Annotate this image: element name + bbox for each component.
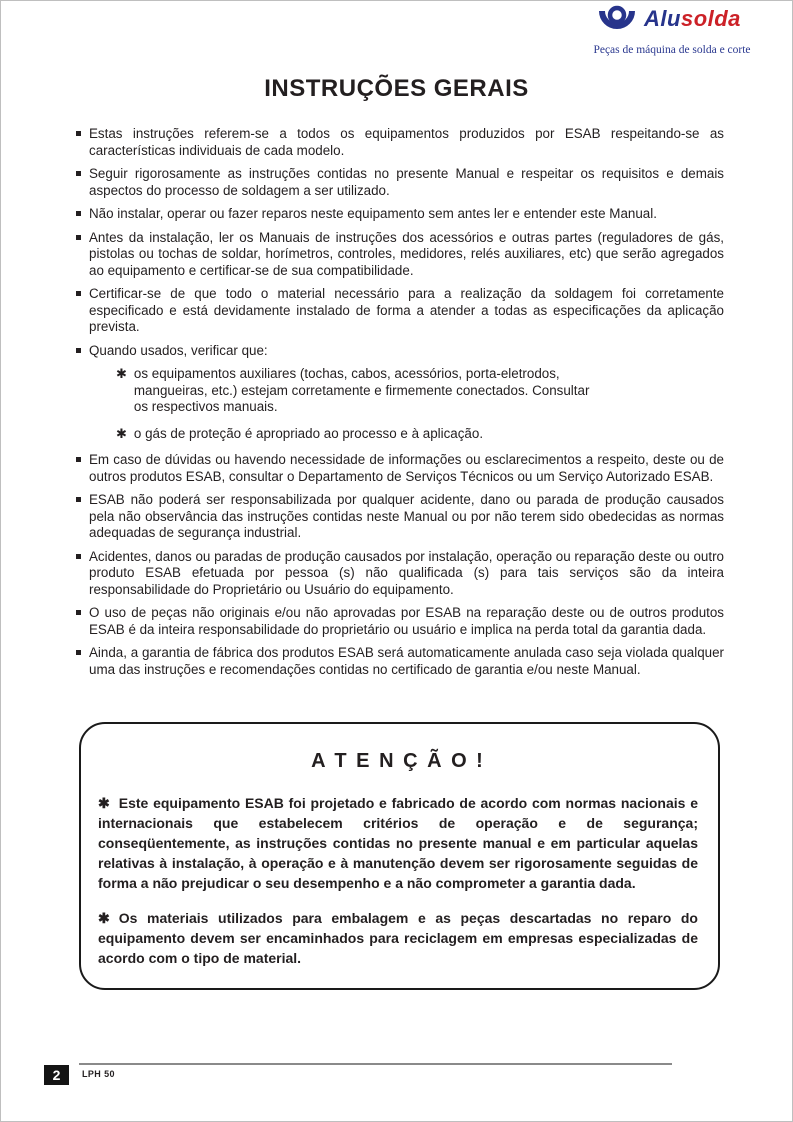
instructions-list — [76, 126, 724, 685]
bullet-item — [76, 230, 724, 280]
bullet-item — [76, 286, 724, 336]
bullet-item — [76, 549, 724, 599]
document-code: LPH 50 — [82, 1069, 115, 1079]
bullet-text: Em caso de dúvidas ou havendo necessidade de informações ou esclarecimentos a respeito, deste ou de outros produtos ESAB, consultar o Departamento de Serviços Técnicos ou um Serviço Autorizado ESAB. — [89, 452, 724, 484]
attention-paragraph — [98, 793, 698, 893]
bullet-item — [76, 605, 724, 638]
bullet-item — [76, 206, 724, 223]
bullet-square-icon — [76, 211, 81, 216]
attention-box — [79, 722, 720, 990]
bullet-text: O uso de peças não originais e/ou não aprovadas por ESAB na reparação deste ou de outros produtos ESAB é da inteira responsabilidade do proprietário ou usuário e implica na perda total da garantia dada. — [89, 605, 724, 637]
bullet-square-icon — [76, 497, 81, 502]
bullet-text: Acidentes, danos ou paradas de produção causados por instalação, operação ou reparação deste ou outro produto ESAB efetuada por pessoa (s) não qualificada (s) para tais serviços são da inteira responsabilidade do Proprietário ou Usuário do equipamento. — [89, 548, 725, 597]
bullet-item — [76, 126, 724, 159]
bullet-square-icon — [76, 291, 81, 296]
bullet-square-icon — [76, 171, 81, 176]
bullet-text: Certificar-se de que todo o material necessário para a realização da soldagem foi corretamente especificado e está devidamente instalado de forma a atender a todas as especificações da aplicação prevista. — [89, 286, 724, 334]
page-number-badge: 2 — [44, 1065, 69, 1085]
bullet-text: Quando usados, verificar que: — [89, 342, 268, 358]
bullet-item — [76, 492, 724, 542]
sub-bullet-list — [116, 366, 724, 442]
bullet-square-icon — [76, 610, 81, 615]
bullet-square-icon — [76, 348, 81, 353]
bullet-text: Estas instruções referem-se a todos os equipamentos produzidos por ESAB respeitando-se as características individuais de cada modelo. — [89, 126, 724, 158]
bullet-item — [76, 166, 724, 199]
asterisk-icon: ✱ — [98, 910, 110, 926]
attention-paragraph — [98, 908, 698, 968]
sub-bullet-text: os equipamentos auxiliares (tochas, cabos, acessórios, porta-eletrodos, mangueiras, etc.) estejam corretamente e firmemente conectados. Consultar os respectivos manuais. — [133, 366, 590, 414]
alusolda-logo — [592, 4, 752, 56]
asterisk-icon: ✱ — [116, 366, 127, 381]
page-title: INSTRUÇÕES GERAIS — [264, 75, 529, 102]
brand-name-solda: solda — [680, 6, 741, 31]
sub-bullet-text: o gás de proteção é apropriado ao processo e à aplicação. — [133, 425, 484, 441]
sub-bullet-item — [116, 426, 603, 443]
attention-title: A T E N Ç Ã O ! — [311, 750, 485, 772]
asterisk-icon: ✱ — [98, 795, 110, 811]
sub-bullet-item — [116, 366, 603, 416]
brand-name-alu: Alu — [644, 6, 681, 31]
attention-paragraph-text: Os materiais utilizados para embalagem e as peças descartadas no reparo do equipamento devem ser encaminhados para reciclagem em empresas especializadas de acordo com o tipo de material. — [98, 910, 698, 966]
bullet-text: Seguir rigorosamente as instruções contidas no presente Manual e respeitar os requisitos e demais aspectos do processo de soldagem a ser utilizado. — [89, 166, 724, 198]
alusolda-crescent-icon — [592, 4, 642, 43]
bullet-text: Não instalar, operar ou fazer reparos neste equipamento sem antes ler e entender este Manual. — [89, 206, 657, 221]
footer-divider — [79, 1063, 672, 1065]
attention-paragraph-text: Este equipamento ESAB foi projetado e fabricado de acordo com normas nacionais e internacionais que estabelecem critérios de operação e de segurança; conseqüentemente, as instruções contidas no presente manual e em particular aquelas relativas à instalação, à operação e à manutenção devem ser rigorosamente seguidas de forma a não prejudicar o seu desempenho e a não comprometer a garantia dada. — [98, 795, 698, 891]
bullet-text: Antes da instalação, ler os Manuais de instruções dos acessórios e outras partes (reguladores de gás, pistolas ou tochas de soldar, horímetros, controles, medidores, relés auxiliares, etc) que serão agregados ao equipamento e certificar-se de sua compatibilidade. — [89, 229, 724, 278]
asterisk-icon: ✱ — [116, 425, 127, 441]
bullet-item — [76, 645, 724, 678]
bullet-item — [76, 452, 724, 485]
bullet-square-icon — [76, 235, 81, 240]
bullet-item — [76, 343, 724, 360]
brand-tagline: Peças de máquina de solda e corte — [593, 44, 751, 56]
brand-name — [644, 4, 741, 34]
bullet-square-icon — [76, 457, 81, 462]
bullet-square-icon — [76, 131, 81, 136]
bullet-text: ESAB não poderá ser responsabilizada por qualquer acidente, dano ou parada de produção causados pela não observância das instruções contidas neste Manual ou por não terem sido obedecidas as normas adequadas de segurança industrial. — [89, 492, 724, 540]
bullet-text: Ainda, a garantia de fábrica dos produtos ESAB será automaticamente anulada caso seja violada qualquer uma das instruções e recomendações contidas no certificado de garantia e/ou neste Manual. — [89, 645, 724, 677]
bullet-square-icon — [76, 554, 81, 559]
bullet-square-icon — [76, 650, 81, 655]
